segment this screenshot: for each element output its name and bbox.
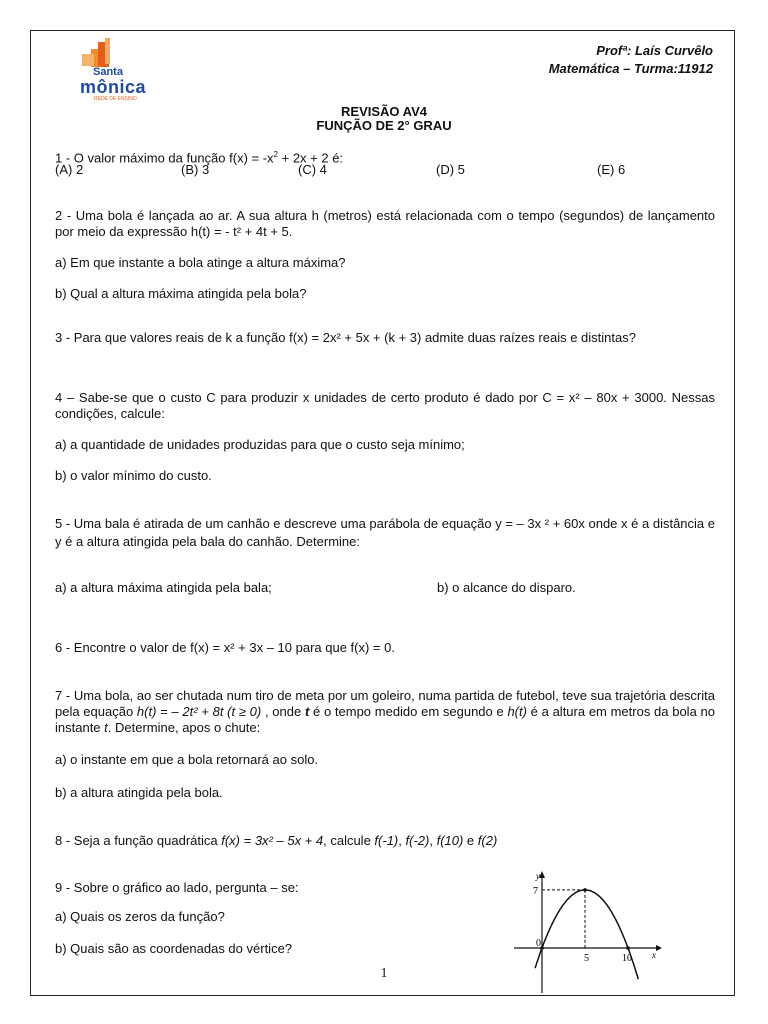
question-5: 5 - Uma bala é atirada de um canhão e descreve uma parábola de equação y = – 3x ² + 60x onde x é a distância e y é a altura atingida pela bala do canhão. Determine:: [55, 516, 715, 549]
subject-class: Matemática – Turma:11912: [548, 61, 713, 76]
question-1: 1 - O valor máximo da função $f(x) = -x^2 + 2x + 2$ é:: [55, 150, 344, 166]
question-6: 6 - Encontre o valor de f(x) = x² + 3x – 10 para que f(x) = 0.: [55, 640, 395, 655]
question-5-b: b) o alcance do disparo.: [437, 580, 576, 595]
question-4-a: a) a quantidade de unidades produzidas para que o custo seja mínimo;: [55, 437, 465, 452]
question-2-a: a) Em que instante a bola atinge a altura máxima?: [55, 255, 346, 270]
y-axis-label: y: [536, 871, 540, 881]
title-line1: REVISÃO AV4: [341, 104, 427, 119]
data-point: [583, 888, 587, 892]
page-number: 1: [380, 966, 388, 981]
title-line2: FUNÇÃO DE 2° GRAU: [316, 118, 452, 133]
logo-tagline: REDE DE ENSINO: [94, 96, 137, 102]
question-9: 9 - Sobre o gráfico ao lado, pergunta – se:: [55, 880, 299, 895]
question-9-b: b) Quais são as coordenadas do vértice?: [55, 941, 293, 956]
question-8: 8 - Seja a função quadrática f(x) = 3x² – 5x + 4, calcule f(-1), f(-2), f(10) e f(2): [55, 833, 498, 848]
question-4-b: b) o valor mínimo do custo.: [55, 468, 212, 483]
page-border: [30, 30, 735, 996]
x-axis-arrow-icon: [656, 945, 662, 951]
vertex-x-label: 5: [584, 953, 589, 964]
logo-line2: mônica: [80, 77, 147, 97]
question-7: 7 - Uma bola, ao ser chutada num tiro de meta por um goleiro, numa partida de futebol, teve sua trajetória descrita pela equação h(t) = – 2t² + 8t (t ≥ 0) , onde t é o tempo medido em segundo e h(t) é a altura em metros da bola no instante t. Determine, apos o chute:: [55, 688, 715, 735]
teacher-name: Profª: Laís Curvêlo: [596, 43, 713, 58]
data-point: [626, 946, 630, 950]
root-label: 10: [622, 953, 632, 964]
logo-line1: Santa: [93, 66, 123, 78]
vertex-y-label: 7: [533, 886, 538, 897]
q1-option-e: (E) 6: [597, 162, 626, 177]
question-7-a: a) o instante em que a bola retornará ao solo.: [55, 752, 319, 767]
origin-label: 0: [536, 938, 541, 949]
question-5-a: a) a altura máxima atingida pela bala;: [55, 580, 272, 595]
question-2-b: b) Qual a altura máxima atingida pela bola?: [55, 286, 307, 301]
q1-option-c: (C) 4: [298, 162, 327, 177]
question-2: 2 - Uma bola é lançada ao ar. A sua altura h (metros) está relacionada com o tempo (segundos) de lançamento por meio da expressão h(t) = - t² + 4t + 5.: [55, 208, 715, 239]
question-3: 3 - Para que valores reais de k a função f(x) = 2x² + 5x + (k + 3) admite duas raízes reais e distintas?: [55, 330, 636, 345]
q1-option-b: (B) 3: [181, 162, 210, 177]
q1-option-a: (A) 2: [55, 162, 84, 177]
q1-option-d: (D) 5: [436, 162, 465, 177]
x-axis-label: x: [652, 950, 656, 960]
question-9-a: a) Quais os zeros da função?: [55, 909, 225, 924]
question-4: 4 – Sabe-se que o custo C para produzir x unidades de certo produto é dado por C = x² – 80x + 3000. Nessas condições, calcule:: [55, 390, 715, 421]
question-7-b: b) a altura atingida pela bola.: [55, 785, 223, 800]
